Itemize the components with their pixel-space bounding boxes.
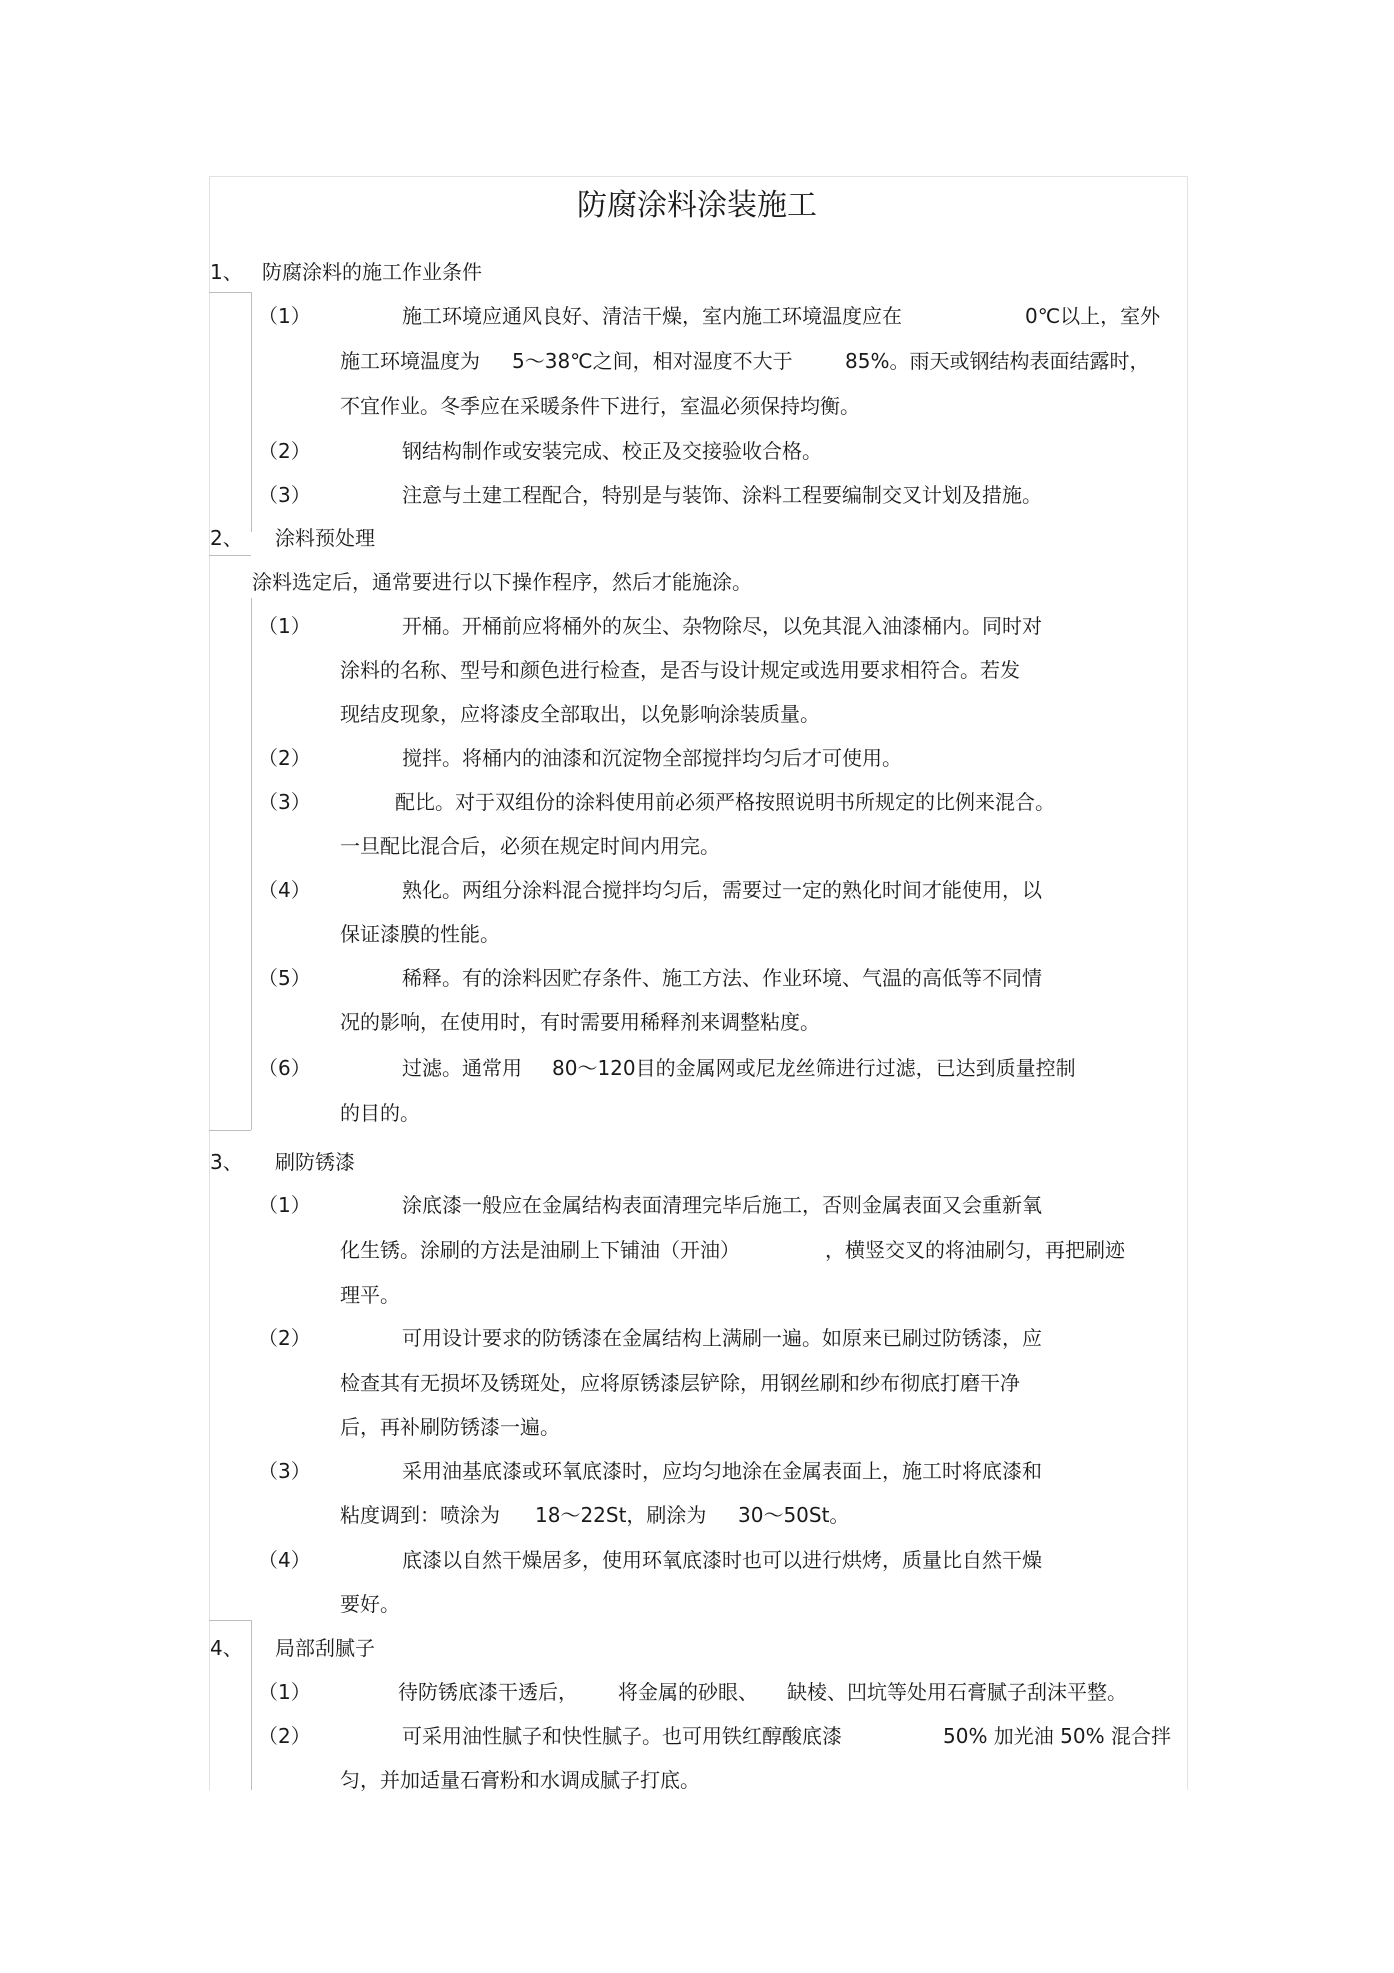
item-text: 18～22St，刷涂为	[535, 1503, 707, 1527]
item-text: 后，再补刷防锈漆一遍。	[340, 1415, 560, 1439]
item-number: （3）	[258, 1459, 311, 1483]
item-text: 底漆以自然干燥居多，使用环氧底漆时也可以进行烘烤，质量比自然干燥	[402, 1548, 1042, 1572]
item-text: 钢结构制作或安装完成、校正及交接验收合格。	[402, 439, 822, 463]
section-rule	[209, 1620, 251, 1621]
section-heading: 局部刮腻子	[275, 1636, 375, 1660]
item-text: 况的影响，在使用时，有时需要用稀释剂来调整粘度。	[340, 1010, 820, 1034]
item-text: 80～120目的金属网或尼龙丝筛进行过滤，已达到质量控制	[552, 1056, 1076, 1080]
item-text: 可采用油性腻子和快性腻子。也可用铁红醇酸底漆	[402, 1724, 842, 1748]
item-text: 开桶。开桶前应将桶外的灰尘、杂物除尽，以免其混入油漆桶内。同时对	[402, 614, 1042, 638]
section-heading: 防腐涂料的施工作业条件	[262, 260, 482, 284]
section-number: 3、	[210, 1150, 243, 1174]
section-rule	[209, 555, 251, 556]
section-number: 1、	[210, 260, 243, 284]
item-text: 现结皮现象，应将漆皮全部取出，以免影响涂装质量。	[340, 702, 820, 726]
section-rule	[251, 292, 252, 532]
item-text: 待防锈底漆干透后，	[398, 1680, 578, 1704]
item-text: 一旦配比混合后，必须在规定时间内用完。	[340, 834, 720, 858]
item-text: 0℃以上，室外	[1025, 304, 1161, 328]
item-text: 保证漆膜的性能。	[340, 922, 500, 946]
section-rule	[209, 1130, 251, 1131]
section-number: 4、	[210, 1636, 243, 1660]
item-number: （1）	[258, 304, 311, 328]
item-text: 注意与土建工程配合，特别是与装饰、涂料工程要编制交叉计划及措施。	[402, 483, 1042, 507]
item-text: 化生锈。涂刷的方法是油刷上下铺油（开油）	[340, 1238, 740, 1262]
item-text: 搅拌。将桶内的油漆和沉淀物全部搅拌均匀后才可使用。	[402, 746, 902, 770]
item-text: 稀释。有的涂料因贮存条件、施工方法、作业环境、气温的高低等不同情	[402, 966, 1042, 990]
item-text: 施工环境温度为	[340, 349, 480, 373]
item-number: （2）	[258, 439, 311, 463]
item-text: 施工环境应通风良好、清洁干燥，室内施工环境温度应在	[402, 304, 902, 328]
item-number: （5）	[258, 966, 311, 990]
item-number: （1）	[258, 1193, 311, 1217]
item-text: 要好。	[340, 1592, 400, 1616]
item-text: 配比。对于双组份的涂料使用前必须严格按照说明书所规定的比例来混合。	[395, 790, 1055, 814]
item-number: （4）	[258, 1548, 311, 1572]
item-text: 50% 加光油 50% 混合拌	[943, 1724, 1171, 1748]
item-number: （6）	[258, 1056, 311, 1080]
item-text: 可用设计要求的防锈漆在金属结构上满刷一遍。如原来已刷过防锈漆，应	[402, 1326, 1042, 1350]
section-rule	[209, 292, 251, 293]
item-text: 不宜作业。冬季应在采暖条件下进行，室温必须保持均衡。	[340, 394, 860, 418]
item-number: （2）	[258, 1724, 311, 1748]
item-number: （2）	[258, 746, 311, 770]
section-number: 2、	[210, 526, 243, 550]
item-text: 的目的。	[340, 1101, 420, 1125]
item-text: 将金属的砂眼、	[618, 1680, 758, 1704]
item-number: （1）	[258, 614, 311, 638]
item-number: （1）	[258, 1680, 311, 1704]
item-text: 85%。雨天或钢结构表面结露时，	[845, 349, 1150, 373]
item-number: （3）	[258, 790, 311, 814]
item-text: 30～50St。	[738, 1503, 850, 1527]
item-text: 熟化。两组分涂料混合搅拌均匀后，需要过一定的熟化时间才能使用，以	[402, 878, 1042, 902]
item-text: 过滤。通常用	[402, 1056, 522, 1080]
section-rule	[251, 1620, 252, 1790]
page-title: 防腐涂料涂装施工	[577, 188, 817, 223]
item-text: 理平。	[340, 1283, 400, 1307]
section-heading: 涂料预处理	[275, 526, 375, 550]
section-heading: 刷防锈漆	[275, 1150, 355, 1174]
item-text: 涂底漆一般应在金属结构表面清理完毕后施工，否则金属表面又会重新氧	[402, 1193, 1042, 1217]
item-text: 涂料的名称、型号和颜色进行检查，是否与设计规定或选用要求相符合。若发	[340, 658, 1020, 682]
item-number: （2）	[258, 1326, 311, 1350]
item-text: 检查其有无损坏及锈斑处，应将原锈漆层铲除，用钢丝刷和纱布彻底打磨干净	[340, 1371, 1020, 1395]
item-text: 缺棱、凹坑等处用石膏腻子刮沫平整。	[787, 1680, 1127, 1704]
item-text: 5～38℃之间，相对湿度不大于	[512, 349, 793, 373]
item-text: 粘度调到：喷涂为	[340, 1503, 500, 1527]
item-text: ，横竖交叉的将油刷匀，再把刷迹	[825, 1238, 1125, 1262]
item-number: （4）	[258, 878, 311, 902]
section-rule	[251, 598, 252, 1130]
paragraph: 涂料选定后，通常要进行以下操作程序，然后才能施涂。	[252, 570, 752, 594]
item-text: 采用油基底漆或环氧底漆时，应均匀地涂在金属表面上，施工时将底漆和	[402, 1459, 1042, 1483]
item-text: 匀，并加适量石膏粉和水调成腻子打底。	[340, 1768, 700, 1792]
item-number: （3）	[258, 483, 311, 507]
